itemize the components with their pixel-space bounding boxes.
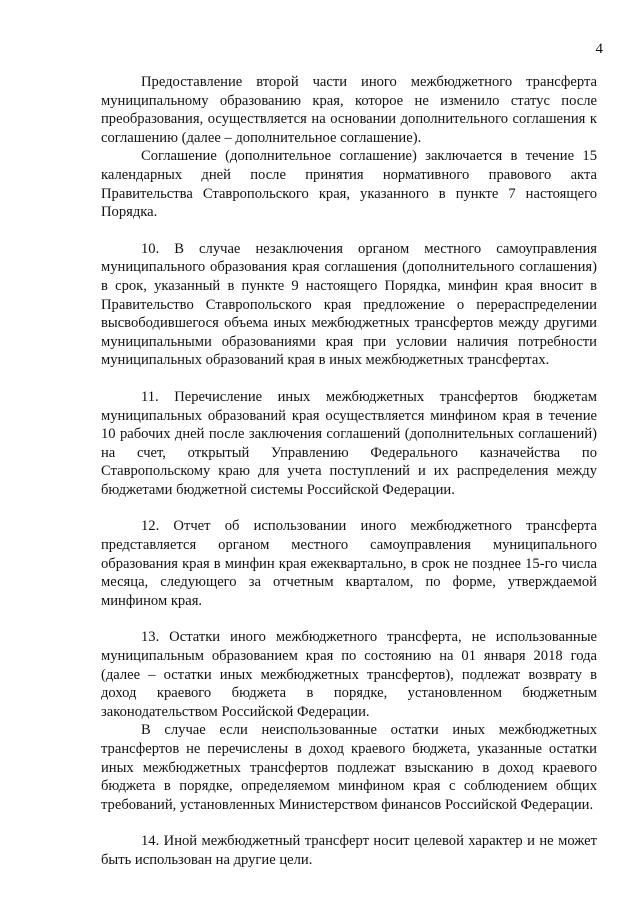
paragraph-item-12: 12. Отчет об использовании иного межбюджетного трансферта представляется органом местного самоуправления муниципального образования края в минфин края ежеквартально, в срок не позднее 15-го числа месяца, следующего за отчетным кварталом, по форме, утверждаемой минфином края. bbox=[101, 518, 597, 609]
document-body bbox=[101, 73, 597, 870]
paragraph-item-11: 11. Перечисление иных межбюджетных трансфертов бюджетам муниципальных образований края осуществляется минфином края в течение 10 рабочих дней после заключения соглашений (дополнительных соглашений) на счет, открытый Управлению Федерального казначейства по Ставропольскому краю для учета поступлений и их распределения между бюджетами бюджетной системы Российской Федерации. bbox=[101, 388, 597, 498]
paragraph-item-14: 14. Иной межбюджетный трансферт носит целевой характер и не может быть использован на другие цели. bbox=[101, 833, 597, 868]
paragraph-item-13-continued: В случае если неиспользованные остатки иных межбюджетных трансфертов не перечислены в доход краевого бюджета, указанные остатки иных межбюджетных трансфертов подлежат взысканию в доход краевого бюджета в порядке, определяемом минфином края с соблюдением общих требований, установленных Министерством финансов Российской Федерации. bbox=[101, 722, 597, 813]
paragraph-item-13: 13. Остатки иного межбюджетного трансферта, не использованные муниципальным образованием края по состоянию на 01 января 2018 года (далее – остатки иных межбюджетных трансфертов), подлежат возврату в доход краевого бюджета в порядке, установленном бюджетным законодательством Российской Федерации. bbox=[101, 629, 597, 720]
page-number: 4 bbox=[595, 41, 603, 57]
paragraph-second-part-transfer: Предоставление второй части иного межбюджетного трансферта муниципальному образованию края, которое не изменило статус после преобразования, осуществляется на основании дополнительного соглашения к соглашению (далее – дополнительное соглашение). bbox=[101, 74, 597, 146]
paragraph-item-10: 10. В случае незаключения органом местного самоуправления муниципального образования края соглашения (дополнительного соглашения) в срок, указанный в пункте 9 настоящего Порядка, минфин края вносит в Правительство Ставропольского края предложение о перераспределении высвободившегося объема иных межбюджетных трансфертов между другими муниципальными образованиями края при условии наличия потребности муниципальных образований края в иных межбюджетных трансфертах. bbox=[101, 240, 597, 369]
paragraph-agreement-term: Соглашение (дополнительное соглашение) заключается в течение 15 календарных дней после принятия нормативного правового акта Правительства Ставропольского края, указанного в пункте 7 настоящего Порядка. bbox=[101, 148, 597, 221]
